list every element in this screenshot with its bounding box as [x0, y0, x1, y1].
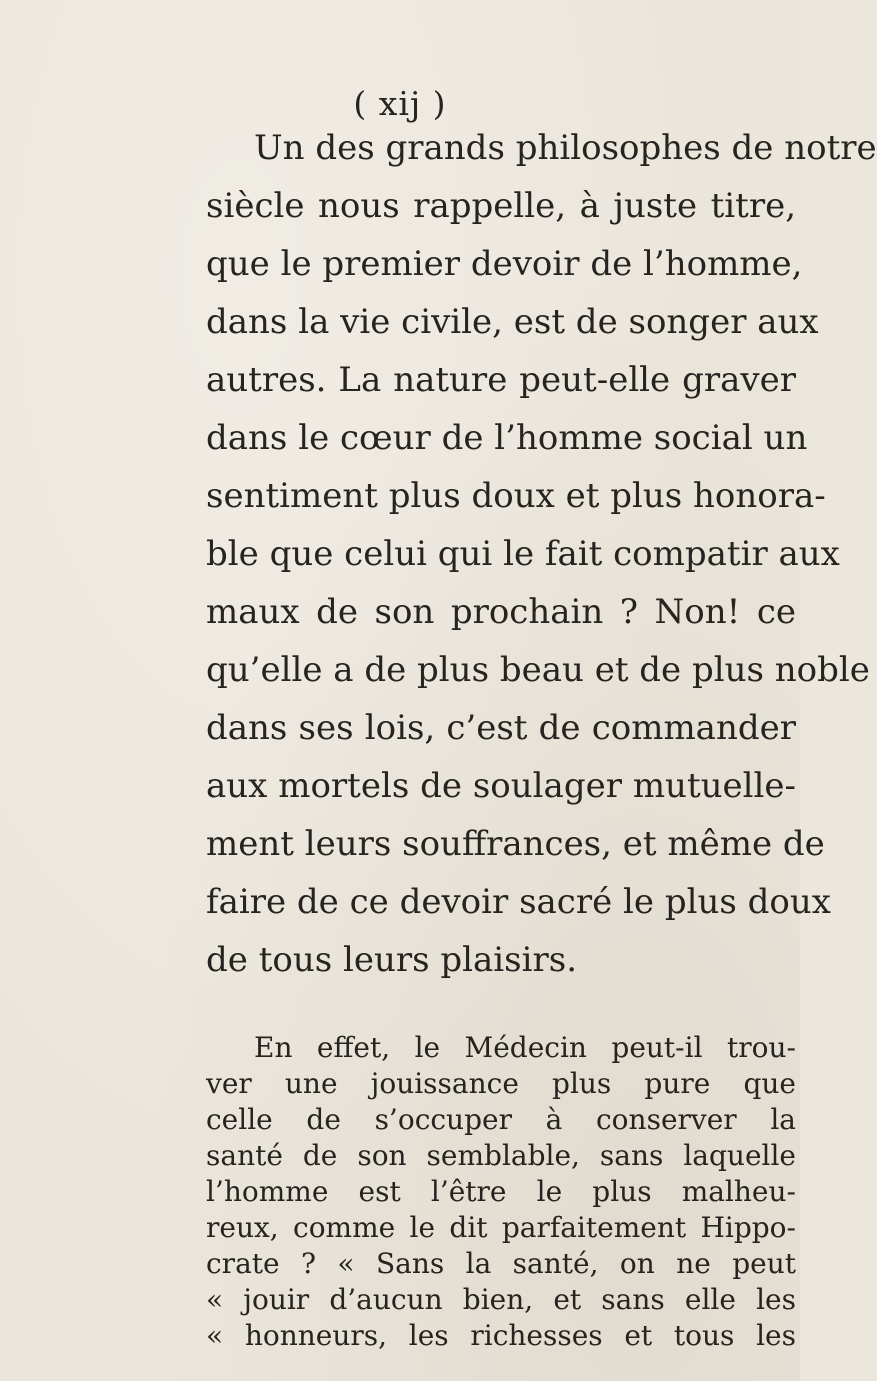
text-line: maux de son prochain ? Non! ce: [206, 592, 796, 632]
text-line: santé de son semblable, sans laquelle: [206, 1139, 796, 1172]
text-line: faire de ce devoir sacré le plus doux: [206, 882, 831, 922]
text-line: aux mortels de soulager mutuelle-: [206, 766, 796, 806]
text-line: que le premier devoir de l’homme,: [206, 244, 803, 284]
text-line: « jouir d’aucun bien, et sans elle les: [206, 1283, 796, 1316]
text-line: autres. La nature peut-elle graver: [206, 360, 796, 400]
text-line: crate ? « Sans la santé, on ne peut: [206, 1247, 796, 1280]
text-line: ment leurs souffrances, et même de: [206, 824, 825, 864]
text-line: En effet, le Médecin peut-il trou-: [254, 1031, 796, 1064]
text-line: dans la vie civile, est de songer aux: [206, 302, 819, 342]
text-line: dans le cœur de l’homme social un: [206, 418, 808, 458]
text-line: ver une jouissance plus pure que: [206, 1067, 796, 1100]
text-line: celle de s’occuper à conserver la: [206, 1103, 796, 1136]
text-line: sentiment plus doux et plus honora-: [206, 476, 826, 516]
text-line: Un des grands philosophes de notre: [254, 128, 877, 168]
page-number: ( xij ): [353, 84, 447, 123]
text-line: reux, comme le dit parfaitement Hippo-: [206, 1211, 796, 1244]
text-line: dans ses lois, c’est de commander: [206, 708, 796, 748]
text-line: « honneurs, les richesses et tous les: [206, 1319, 796, 1352]
text-line: siècle nous rappelle, à juste titre,: [206, 186, 796, 226]
text-line: l’homme est l’être le plus malheu-: [206, 1175, 796, 1208]
text-line: qu’elle a de plus beau et de plus noble: [206, 650, 870, 690]
text-line: de tous leurs plaisirs.: [206, 940, 577, 980]
text-line: ble que celui qui le fait compatir aux: [206, 534, 840, 574]
